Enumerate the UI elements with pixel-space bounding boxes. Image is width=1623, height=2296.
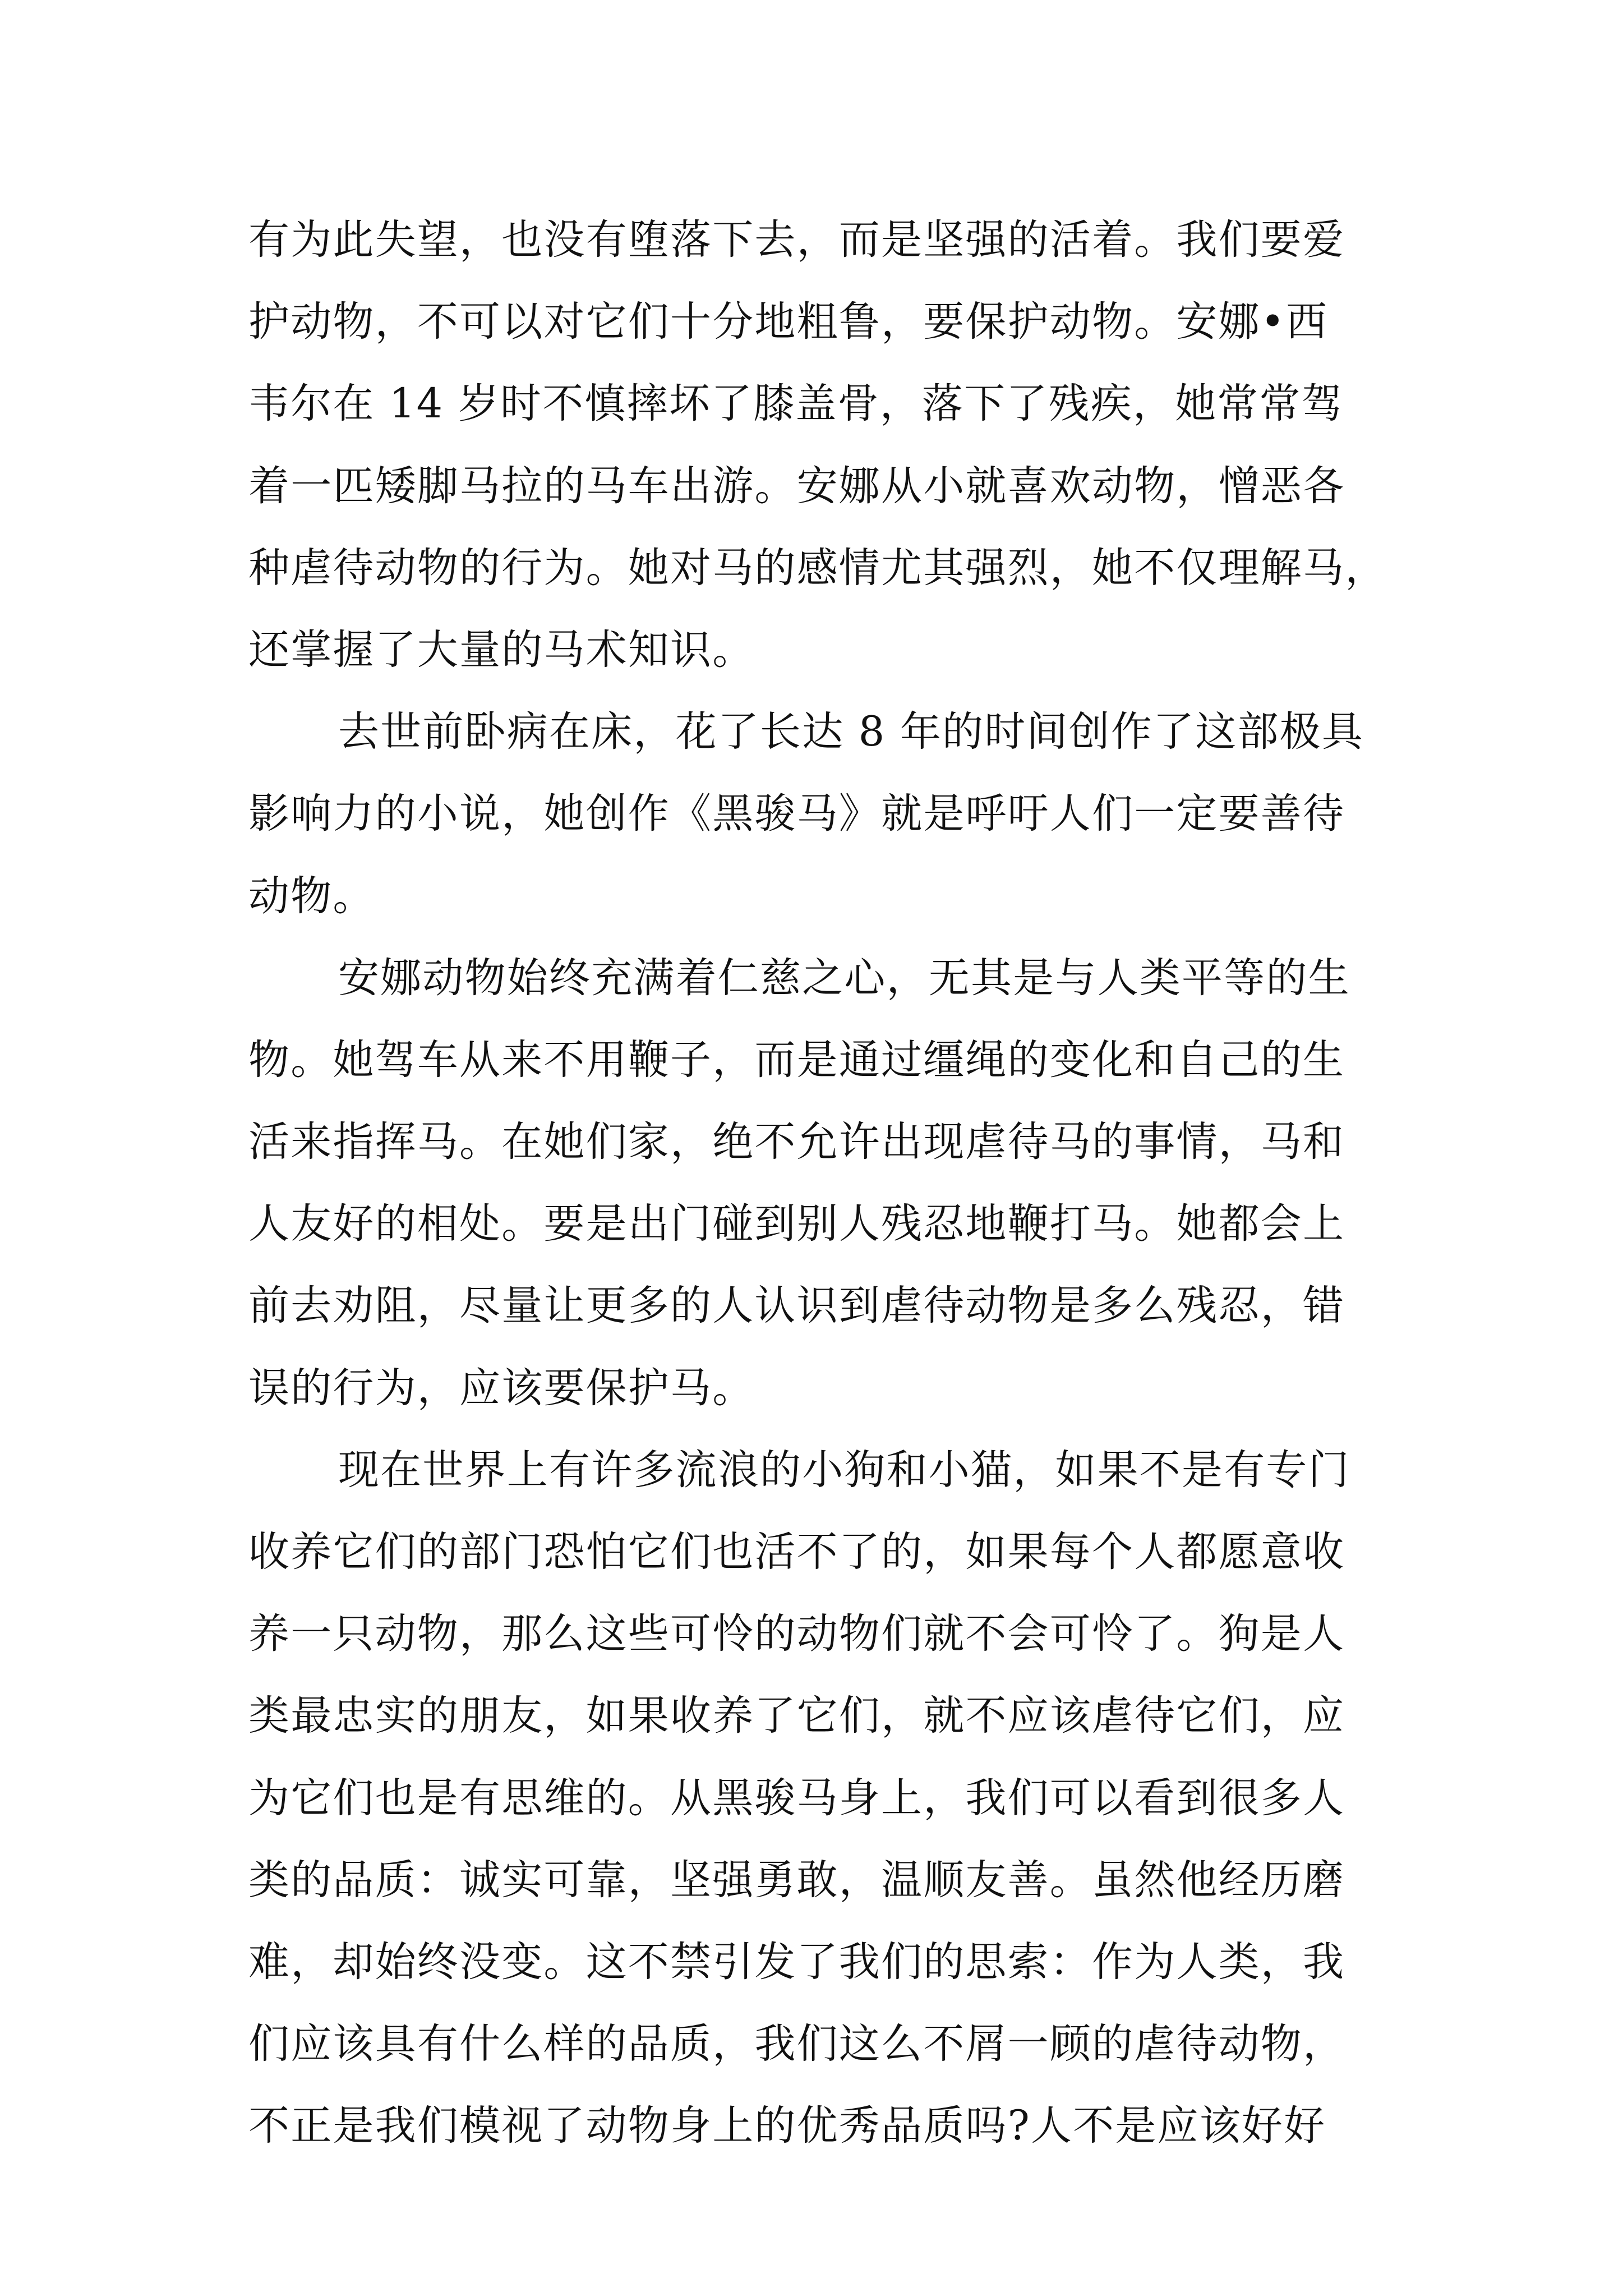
text-line: 人友好的相处。要是出门碰到别人残忍地鞭打马。她都会上 bbox=[248, 1200, 1345, 1248]
text-line: 养一只动物，那么这些可怜的动物们就不会可怜了。狗是人 bbox=[248, 1610, 1345, 1658]
paragraph-4 bbox=[248, 1429, 1381, 2168]
paragraph-3 bbox=[248, 937, 1381, 1429]
body-text bbox=[248, 199, 1387, 2168]
text-line: 物。她驾车从来不用鞭子，而是通过缰绳的变化和自己的生 bbox=[248, 1036, 1345, 1084]
paragraph-1 bbox=[248, 199, 1387, 691]
text-line: 难，却始终没变。这不禁引发了我们的思索：作为人类，我 bbox=[248, 1938, 1345, 1986]
text-line: 现在世界上有许多流浪的小狗和小猫，如果不是有专门 bbox=[338, 1446, 1350, 1494]
text-line: 误的行为，应该要保护马。 bbox=[248, 1364, 755, 1412]
text-line: 着一匹矮脚马拉的马车出游。安娜从小就喜欢动物，憎恶各 bbox=[248, 462, 1345, 510]
text-line: 种虐待动物的行为。她对马的感情尤其强烈，她不仅理解马， bbox=[248, 544, 1387, 592]
text-line: 类最忠实的朋友，如果收养了它们，就不应该虐待它们，应 bbox=[248, 1692, 1345, 1740]
text-line: 们应该具有什么样的品质，我们这么不屑一顾的虐待动物， bbox=[248, 2020, 1345, 2068]
text-line: 不正是我们模视了动物身上的优秀品质吗?人不是应该好好 bbox=[248, 2102, 1326, 2150]
text-line: 去世前卧病在床，花了长达 8 年的时间创作了这部极具 bbox=[338, 708, 1364, 756]
text-line: 类的品质：诚实可靠，坚强勇敢，温顺友善。虽然他经历磨 bbox=[248, 1856, 1345, 1904]
text-line: 还掌握了大量的马术知识。 bbox=[248, 625, 755, 674]
text-line: 收养它们的部门恐怕它们也活不了的，如果每个人都愿意收 bbox=[248, 1528, 1345, 1576]
text-line: 活来指挥马。在她们家，绝不允许出现虐待马的事情，马和 bbox=[248, 1118, 1345, 1166]
text-line: 影响力的小说，她创作《黑骏马》就是呼吁人们一定要善待 bbox=[248, 790, 1345, 838]
text-line: 为它们也是有思维的。从黑骏马身上，我们可以看到很多人 bbox=[248, 1774, 1345, 1822]
text-line: 护动物，不可以对它们十分地粗鲁，要保护动物。安娜•西 bbox=[248, 298, 1329, 346]
text-line: 安娜动物始终充满着仁慈之心，无其是与人类平等的生 bbox=[338, 954, 1350, 1002]
text-line: 韦尔在 14 岁时不慎摔坏了膝盖骨，落下了残疾，她常常驾 bbox=[248, 380, 1344, 428]
text-line: 有为此失望，也没有堕落下去，而是坚强的活着。我们要爱 bbox=[248, 216, 1345, 264]
text-line: 前去劝阻，尽量让更多的人认识到虐待动物是多么残忍，错 bbox=[248, 1282, 1345, 1330]
text-line: 动物。 bbox=[248, 872, 375, 920]
paragraph-2 bbox=[248, 691, 1381, 937]
